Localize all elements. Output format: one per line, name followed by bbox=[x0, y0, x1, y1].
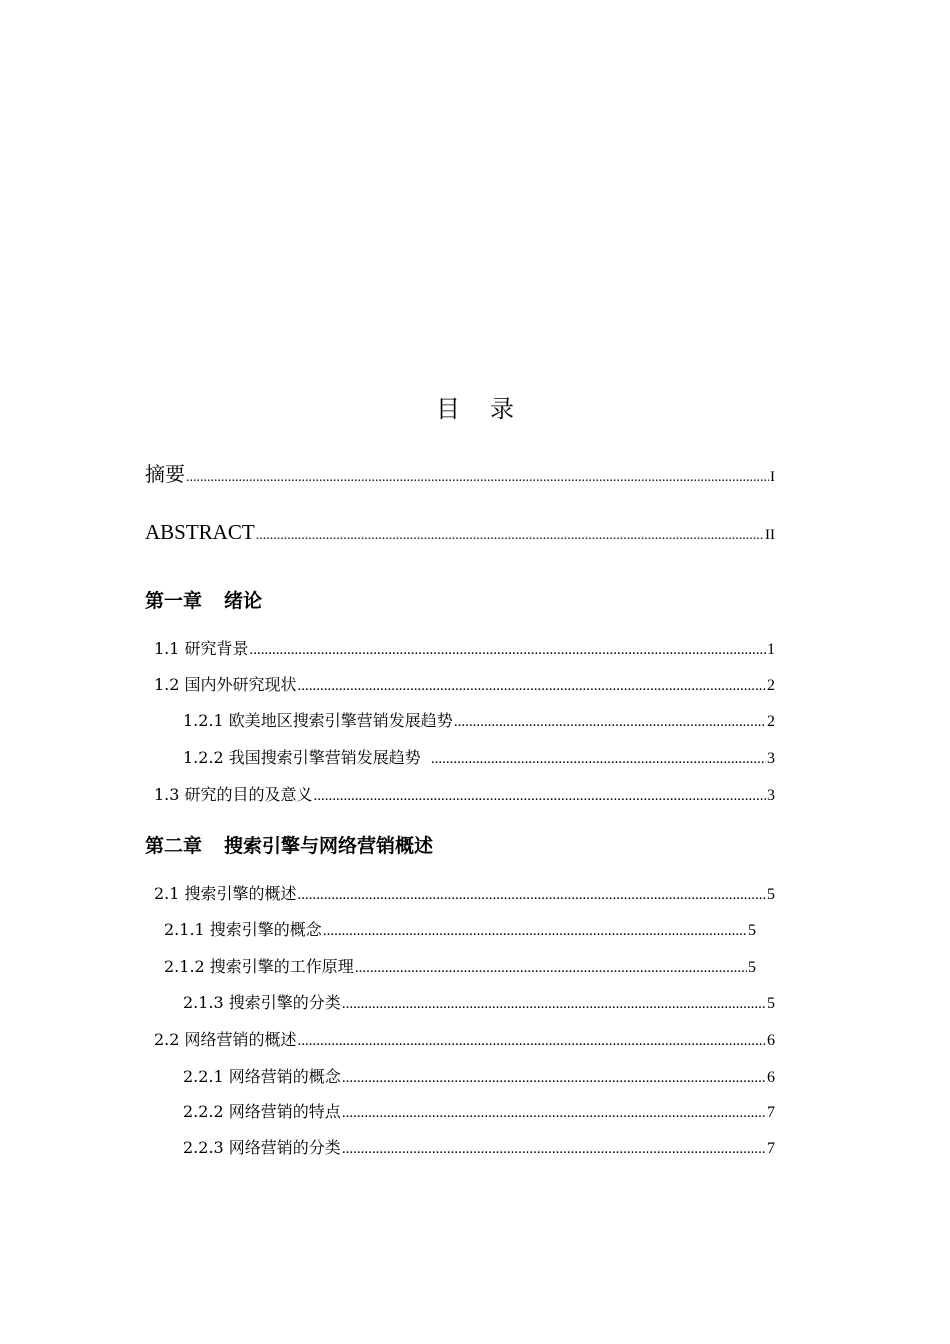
dot-leader bbox=[342, 1141, 766, 1158]
chapter-heading-2[interactable] bbox=[145, 831, 433, 858]
toc-entry-page: 2 bbox=[767, 713, 775, 730]
toc-entry-page: 2 bbox=[767, 677, 775, 694]
chapter-heading-1[interactable] bbox=[145, 586, 262, 613]
toc-entry-page: 3 bbox=[767, 750, 775, 767]
toc-entry-2-1[interactable] bbox=[154, 881, 775, 911]
dot-leader bbox=[342, 1070, 766, 1087]
toc-entry-label: ABSTRACT bbox=[145, 520, 255, 544]
toc-entry-label: 2.2 网络营销的概述 bbox=[154, 1030, 297, 1049]
toc-entry-label: 2.2.1 网络营销的概念 bbox=[183, 1067, 341, 1086]
toc-entry-label: 1.2 国内外研究现状 bbox=[154, 675, 297, 694]
toc-entry-label: 1.3 研究的目的及意义 bbox=[154, 785, 313, 804]
toc-entry-label: 摘要 bbox=[145, 462, 185, 486]
toc-title bbox=[0, 392, 950, 426]
chapter-title: 搜索引擎与网络营销概述 bbox=[224, 835, 434, 857]
dot-leader bbox=[256, 528, 764, 544]
toc-entry-label: 2.1.1 搜索引擎的概念 bbox=[164, 920, 322, 939]
toc-entry-2-1-2[interactable] bbox=[164, 954, 756, 984]
toc-entry-2-2[interactable] bbox=[154, 1027, 775, 1057]
toc-entry-2-2-3[interactable] bbox=[183, 1135, 775, 1165]
dot-leader bbox=[298, 678, 766, 695]
toc-entry-page: 5 bbox=[767, 886, 775, 903]
dot-leader bbox=[431, 751, 766, 768]
toc-entry-label: 1.2.2 我国搜索引擎营销发展趋势 bbox=[183, 748, 421, 767]
dot-leader bbox=[342, 1105, 766, 1122]
dot-leader bbox=[298, 1033, 766, 1050]
toc-entry-abstract-cn[interactable] bbox=[145, 458, 775, 488]
toc-entry-page: 6 bbox=[767, 1032, 775, 1049]
toc-entry-2-1-1[interactable] bbox=[164, 917, 756, 947]
dot-leader bbox=[298, 887, 766, 904]
toc-entry-page: I bbox=[770, 469, 775, 485]
toc-entry-label: 2.2.2 网络营销的特点 bbox=[183, 1102, 341, 1121]
toc-entry-2-2-1[interactable] bbox=[183, 1064, 775, 1094]
toc-title-left: 目 bbox=[436, 395, 460, 423]
toc-title-right: 录 bbox=[490, 395, 514, 423]
toc-entry-label: 1.1 研究背景 bbox=[154, 639, 249, 658]
toc-entry-label: 2.1.3 搜索引擎的分类 bbox=[183, 993, 341, 1012]
toc-entry-page: 5 bbox=[748, 922, 756, 939]
toc-entry-label: 2.1.2 搜索引擎的工作原理 bbox=[164, 957, 354, 976]
toc-entry-label: 1.2.1 欧美地区搜索引擎营销发展趋势 bbox=[183, 711, 453, 730]
toc-entry-page: 7 bbox=[767, 1140, 775, 1157]
toc-entry-1-2[interactable] bbox=[154, 672, 775, 702]
toc-entry-page: 5 bbox=[767, 995, 775, 1012]
toc-entry-page: 1 bbox=[767, 641, 775, 658]
chapter-number: 第二章 bbox=[145, 835, 203, 857]
toc-entry-page: II bbox=[765, 527, 775, 543]
dot-leader bbox=[186, 470, 769, 486]
toc-entry-2-2-2[interactable] bbox=[183, 1099, 775, 1129]
dot-leader bbox=[314, 788, 766, 805]
toc-entry-page: 5 bbox=[748, 959, 756, 976]
dot-leader bbox=[342, 996, 766, 1013]
toc-entry-page: 6 bbox=[767, 1069, 775, 1086]
toc-entry-page: 3 bbox=[767, 787, 775, 804]
dot-leader bbox=[323, 923, 747, 940]
toc-entry-label: 2.1 搜索引擎的概述 bbox=[154, 884, 297, 903]
toc-entry-label: 2.2.3 网络营销的分类 bbox=[183, 1138, 341, 1157]
toc-entry-abstract-en[interactable] bbox=[145, 520, 775, 550]
chapter-number: 第一章 bbox=[145, 590, 203, 612]
dot-leader bbox=[250, 642, 766, 659]
toc-entry-2-1-3[interactable] bbox=[183, 990, 775, 1020]
toc-entry-1-2-2[interactable] bbox=[183, 745, 775, 775]
dot-leader bbox=[454, 714, 766, 731]
toc-entry-1-1[interactable] bbox=[154, 636, 775, 666]
toc-entry-page: 7 bbox=[767, 1104, 775, 1121]
toc-entry-1-3[interactable] bbox=[154, 782, 775, 812]
toc-entry-1-2-1[interactable] bbox=[183, 708, 775, 738]
chapter-title: 绪论 bbox=[224, 590, 263, 612]
dot-leader bbox=[355, 960, 747, 977]
